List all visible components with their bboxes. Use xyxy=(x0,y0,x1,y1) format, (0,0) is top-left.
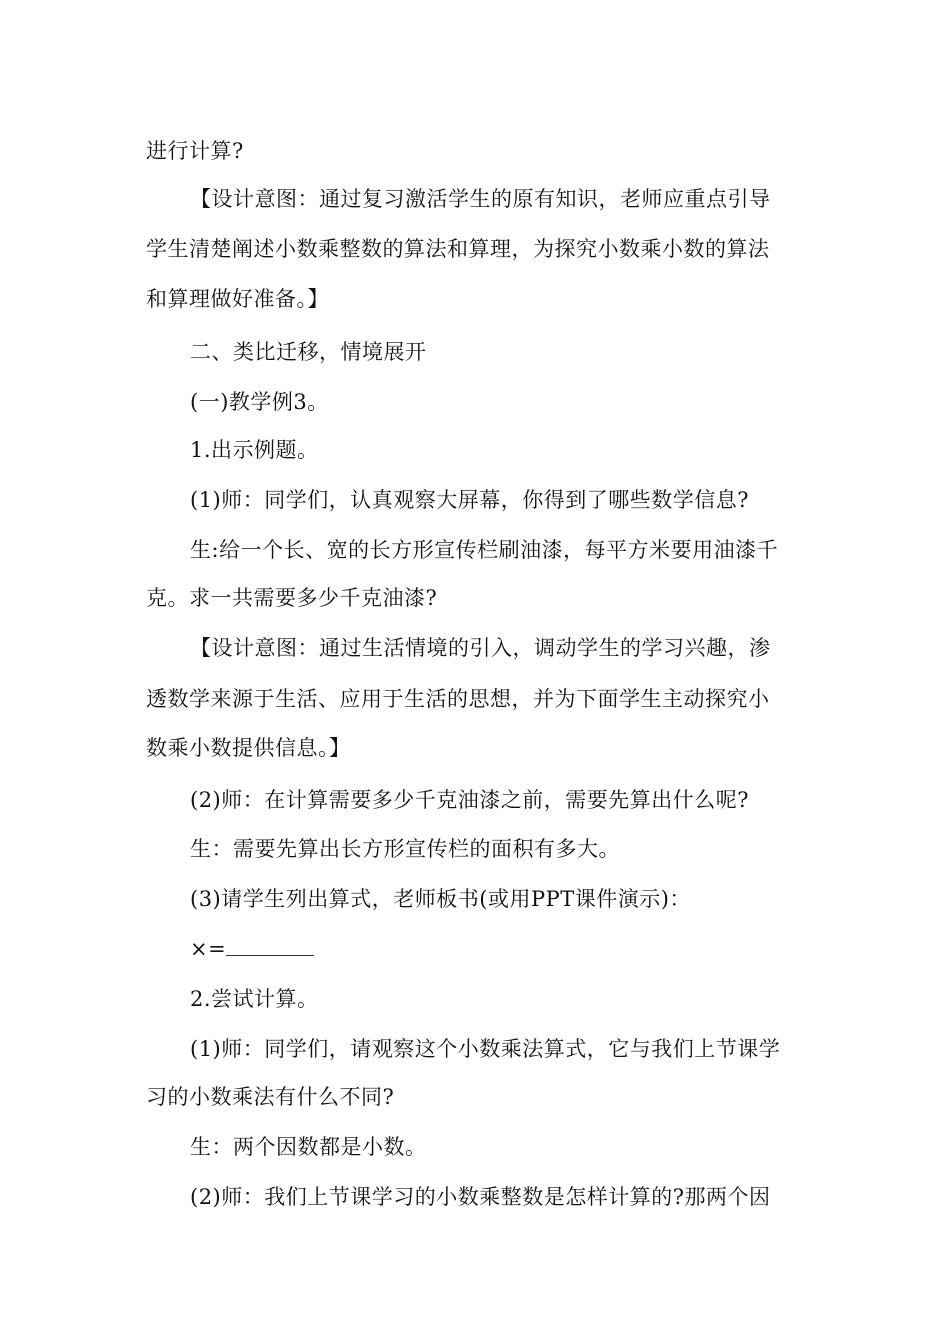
design-intent-line: 【设计意图：通过复习激活学生的原有知识，老师应重点引导 xyxy=(190,187,771,211)
section-heading: 二、类比迁移，情境展开 xyxy=(190,340,427,364)
step-heading: 2.尝试计算。 xyxy=(190,987,319,1011)
text-line: 数乘小数提供信息。】 xyxy=(146,736,351,760)
text-line: 进行计算? xyxy=(146,139,244,163)
design-intent-line: 【设计意图：通过生活情境的引入，调动学生的学习兴趣，渗 xyxy=(190,636,771,660)
text-line: 习的小数乘法有什么不同? xyxy=(146,1085,395,1109)
text-line: 透数学来源于生活、应用于生活的思想，并为下面学生主动探究小 xyxy=(146,687,770,711)
text-line: 生:给一个长、宽的长方形宣传栏刷油漆，每平方米要用油漆千 xyxy=(190,538,779,562)
text-line: 学生清楚阐述小数乘整数的算法和算理，为探究小数乘小数的算法 xyxy=(146,237,770,261)
equation-line xyxy=(0,933,950,965)
text-line: 生：两个因数都是小数。 xyxy=(190,1135,427,1159)
text-line: (1)师：同学们，认真观察大屏幕，你得到了哪些数学信息? xyxy=(190,488,750,512)
text-line: (1)师：同学们，请观察这个小数乘法算式，它与我们上节课学 xyxy=(190,1037,781,1061)
answer-blank xyxy=(226,933,314,956)
text-line: 克。求一共需要多少千克油漆? xyxy=(146,586,438,610)
text-line: (2)师：在计算需要多少千克油漆之前，需要先算出什么呢? xyxy=(190,788,750,812)
step-heading: 1.出示例题。 xyxy=(190,438,319,462)
equation-text: ×= xyxy=(190,937,227,961)
subsection-heading: (一)教学例3。 xyxy=(190,390,329,414)
text-line: 生：需要先算出长方形宣传栏的面积有多大。 xyxy=(190,837,620,861)
text-line: (2)师：我们上节课学习的小数乘整数是怎样计算的?那两个因 xyxy=(190,1185,771,1209)
text-line: 和算理做好准备。】 xyxy=(146,287,329,311)
text-line: (3)请学生列出算式，老师板书(或用PPT课件演示)： xyxy=(190,887,691,911)
